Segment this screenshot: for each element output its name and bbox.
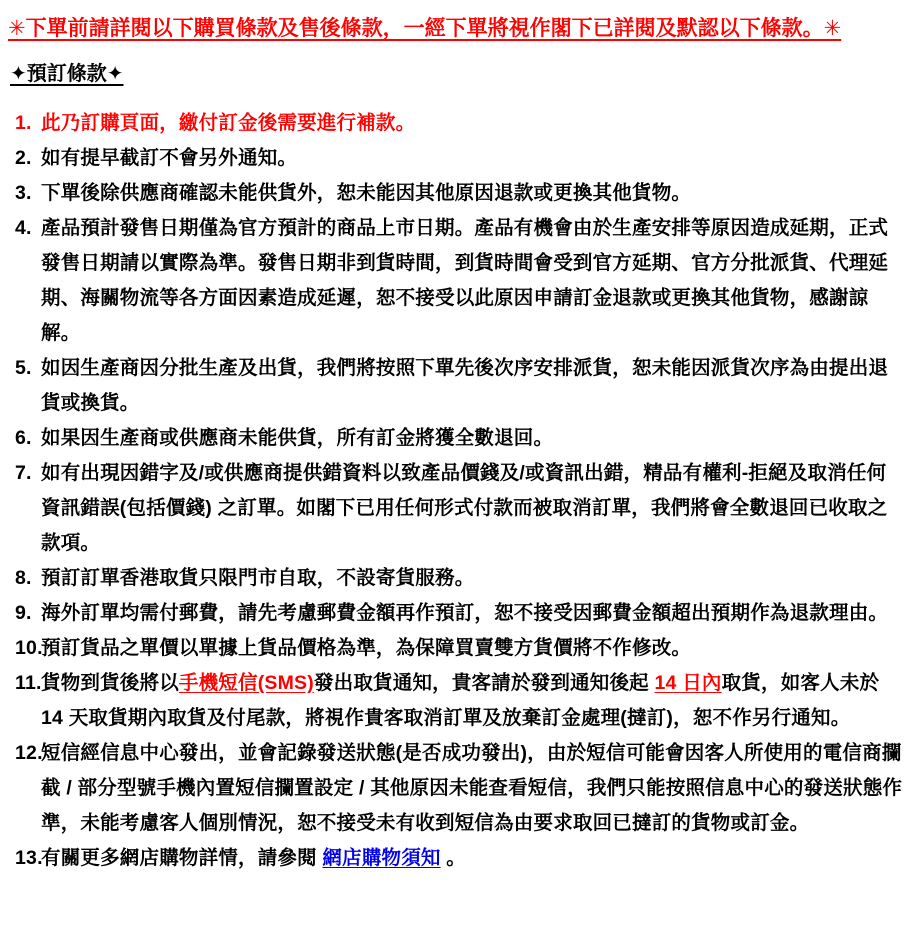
emphasis-red-underline: 手機短信(SMS): [178, 672, 314, 694]
term-item: [8, 736, 905, 841]
term-item: [8, 631, 905, 666]
term-text: [41, 742, 902, 834]
term-number: 9.: [15, 602, 32, 624]
term-number: 4.: [15, 217, 32, 239]
term-text: [41, 112, 415, 134]
term-segment: 如有提早截訂不會另外通知。: [41, 147, 298, 169]
emphasis-red-underline: 14 日內: [654, 672, 722, 694]
term-number: 1.: [15, 112, 32, 134]
term-text: [41, 847, 466, 869]
term-number: 2.: [15, 147, 32, 169]
term-text: [41, 147, 297, 169]
term-text: [41, 637, 691, 659]
term-segment: 貨物到貨後將以: [41, 672, 179, 694]
term-text: [41, 182, 691, 204]
term-text: [41, 602, 888, 624]
term-item: [8, 351, 905, 421]
term-segment: 短信經信息中心發出，並會記錄發送狀態(是否成功發出)，由於短信可能會因客人所使用的電信商攔截 / 部分型號手機內置短信攔置設定 / 其他原因未能查看短信，我們只能按照信息中心的發送狀態作準，未能考慮客人個別情況，恕不接受未有收到短信為由要求取回已撻訂的貨物或訂金。: [41, 742, 903, 834]
term-item: [8, 211, 905, 351]
term-item: [8, 456, 905, 561]
term-item: [8, 106, 905, 141]
shop-guide-link[interactable]: 網店購物須知: [322, 847, 441, 869]
pre-order-notice: ✳下單前請詳閱以下購買條款及售後條款，一經下單將視作閣下已詳閱及默認以下條款。✳: [8, 17, 842, 40]
term-text: [41, 357, 888, 414]
term-item: [8, 141, 905, 176]
term-number: 8.: [15, 567, 32, 589]
term-number: 3.: [15, 182, 32, 204]
term-item: [8, 841, 905, 876]
term-segment: 如果因生產商或供應商未能供貨，所有訂金將獲全數退回。: [41, 427, 554, 449]
term-segment: 產品預計發售日期僅為官方預計的商品上市日期。產品有機會由於生產安排等原因造成延期，正式發售日期請以實際為準。發售日期非到貨時間，到貨時間會受到官方延期、官方分批派貨、代理延期、海關物流等各方面因素造成延遲，恕不接受以此原因申請訂金退款或更換其他貨物，感謝諒解。: [41, 217, 889, 344]
term-number: 5.: [15, 357, 32, 379]
term-text: [41, 462, 887, 554]
term-item: [8, 421, 905, 456]
term-item: [8, 176, 905, 211]
term-number: 13.: [15, 847, 43, 869]
term-text: [41, 427, 553, 449]
term-item: [8, 561, 905, 596]
term-number: 11.: [15, 672, 42, 694]
term-segment: 如有出現因錯字及/或供應商提供錯資料以致產品價錢及/或資訊出錯，精品有權利-拒絕及取消任何資訊錯誤(包括價錢) 之訂單。如閣下已用任何形式付款而被取消訂單，我們將會全數退回已收取之款項。: [41, 462, 888, 554]
term-item: [8, 596, 905, 631]
terms-list: [8, 106, 905, 876]
term-segment: 取貨，如客人未於 14 天取貨期內取貨及付尾款，將視作貴客取消訂單及放棄訂金處理(撻訂)，恕不作另行通知。: [41, 672, 880, 729]
term-segment: 如因生產商因分批生產及出貨，我們將按照下單先後次序安排派貨，恕未能因派貨次序為由提出退貨或換貨。: [41, 357, 889, 414]
term-number: 6.: [15, 427, 32, 449]
term-segment: 海外訂單均需付郵費，請先考慮郵費金額再作預訂，恕不接受因郵費金額超出預期作為退款理由。: [41, 602, 889, 624]
term-number: 7.: [15, 462, 32, 484]
term-segment: 預訂訂單香港取貨只限門市自取，不設寄貨服務。: [41, 567, 475, 589]
term-segment: 下單後除供應商確認未能供貨外，恕未能因其他原因退款或更換其他貨物。: [41, 182, 692, 204]
section-heading: ✦預訂條款✦: [10, 63, 124, 85]
term-text: [41, 672, 879, 729]
term-text: [41, 567, 474, 589]
term-number: 10.: [15, 637, 43, 659]
term-segment: 發出取貨通知，貴客請於發到通知後起: [313, 672, 655, 694]
term-segment: 預訂貨品之單價以單據上貨品價格為準，為保障買賣雙方貨價將不作修改。: [41, 637, 692, 659]
term-number: 12.: [15, 742, 43, 764]
term-segment: 有關更多網店購物詳情，請參閱: [41, 847, 323, 869]
term-segment: 此乃訂購頁面，繳付訂金後需要進行補款。: [41, 112, 416, 134]
term-segment: 。: [440, 847, 466, 869]
term-text: [41, 217, 888, 344]
term-item: [8, 666, 905, 736]
